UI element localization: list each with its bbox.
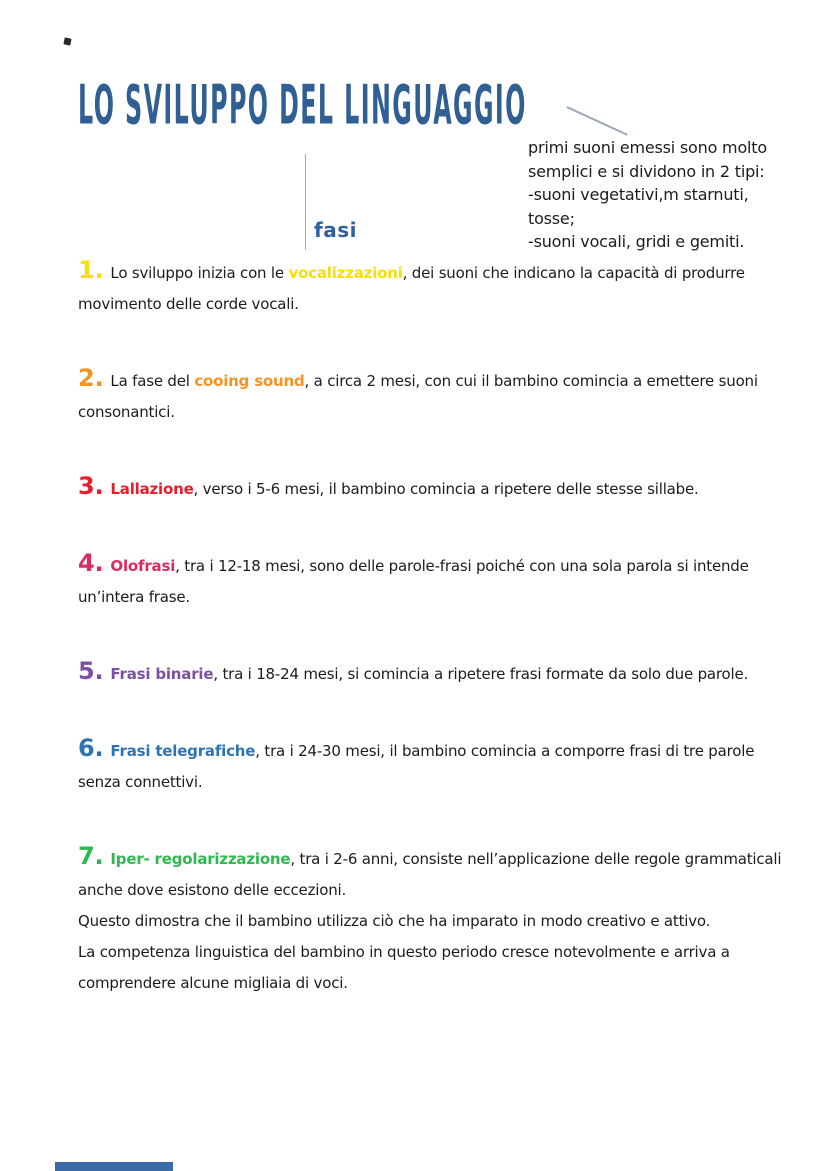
intro-note-line: primi suoni emessi sono molto	[528, 138, 767, 157]
phases-list	[78, 258, 790, 1045]
item-extra-line: La competenza linguistica del bambino in questo periodo cresce notevolmente e arriva a comprendere alcune migliaia di voci.	[78, 943, 730, 992]
fasi-label: fasi	[314, 218, 357, 242]
item-text-after: , tra i 18-24 mesi, si comincia a ripetere frasi formate da solo due parole.	[213, 665, 749, 683]
item-text-after: , verso i 5-6 mesi, il bambino comincia a ripetere delle stesse sillabe.	[193, 480, 699, 498]
item-keyword: vocalizzazioni	[288, 264, 403, 282]
item-text-after: , a circa 2 mesi, con cui il bambino comincia a emettere suoni consonantici.	[78, 372, 758, 421]
item-keyword: Iper- regolarizzazione	[110, 850, 291, 868]
intro-note-line: -suoni vocali, gridi e gemiti.	[528, 232, 745, 251]
item-number: 3.	[78, 472, 104, 500]
next-page-peek-bar	[55, 1162, 173, 1171]
item-keyword: cooing sound	[194, 372, 305, 390]
title-to-note-connector-line	[566, 106, 628, 136]
list-item-6	[78, 736, 790, 798]
item-keyword: Frasi telegrafiche	[110, 742, 256, 760]
item-text-after: , dei suoni che indicano la capacità di produrre movimento delle corde vocali.	[78, 264, 745, 313]
page-title: LO SVILUPPO DEL LINGUAGGIO	[78, 74, 527, 138]
list-item-1	[78, 258, 790, 320]
item-text-after: , tra i 12-18 mesi, sono delle parole-frasi poiché con una sola parola si intende un’intera frase.	[78, 557, 749, 606]
item-text-before: Lo sviluppo inizia con le	[110, 264, 289, 282]
list-item-7	[78, 844, 790, 999]
item-number: 7.	[78, 842, 104, 870]
item-keyword: Frasi binarie	[110, 665, 214, 683]
list-item-3	[78, 474, 790, 505]
item-number: 6.	[78, 734, 104, 762]
item-text-before: La fase del	[110, 372, 195, 390]
item-text-after: , tra i 2-6 anni, consiste nell’applicazione delle regole grammaticali anche dove esistono delle eccezioni.	[78, 850, 782, 899]
ink-mark	[63, 37, 71, 45]
item-number: 1.	[78, 256, 104, 284]
item-extra-line: Questo dimostra che il bambino utilizza ciò che ha imparato in modo creativo e attivo.	[78, 912, 711, 930]
fasi-connector-line	[305, 154, 306, 250]
item-keyword: Olofrasi	[110, 557, 176, 575]
item-number: 4.	[78, 549, 104, 577]
item-number: 2.	[78, 364, 104, 392]
intro-note-line: tosse;	[528, 208, 575, 228]
intro-note-line: semplici e si dividono in 2 tipi:	[528, 161, 765, 181]
list-item-4	[78, 551, 790, 613]
item-text-after: , tra i 24-30 mesi, il bambino comincia a comporre frasi di tre parole senza connettivi.	[78, 742, 755, 791]
list-item-5	[78, 659, 790, 690]
item-number: 5.	[78, 657, 104, 685]
intro-note-line: -suoni vegetativi,m starnuti,	[528, 185, 749, 204]
item-keyword: Lallazione	[110, 480, 194, 498]
list-item-2	[78, 366, 790, 428]
intro-note	[528, 136, 767, 254]
